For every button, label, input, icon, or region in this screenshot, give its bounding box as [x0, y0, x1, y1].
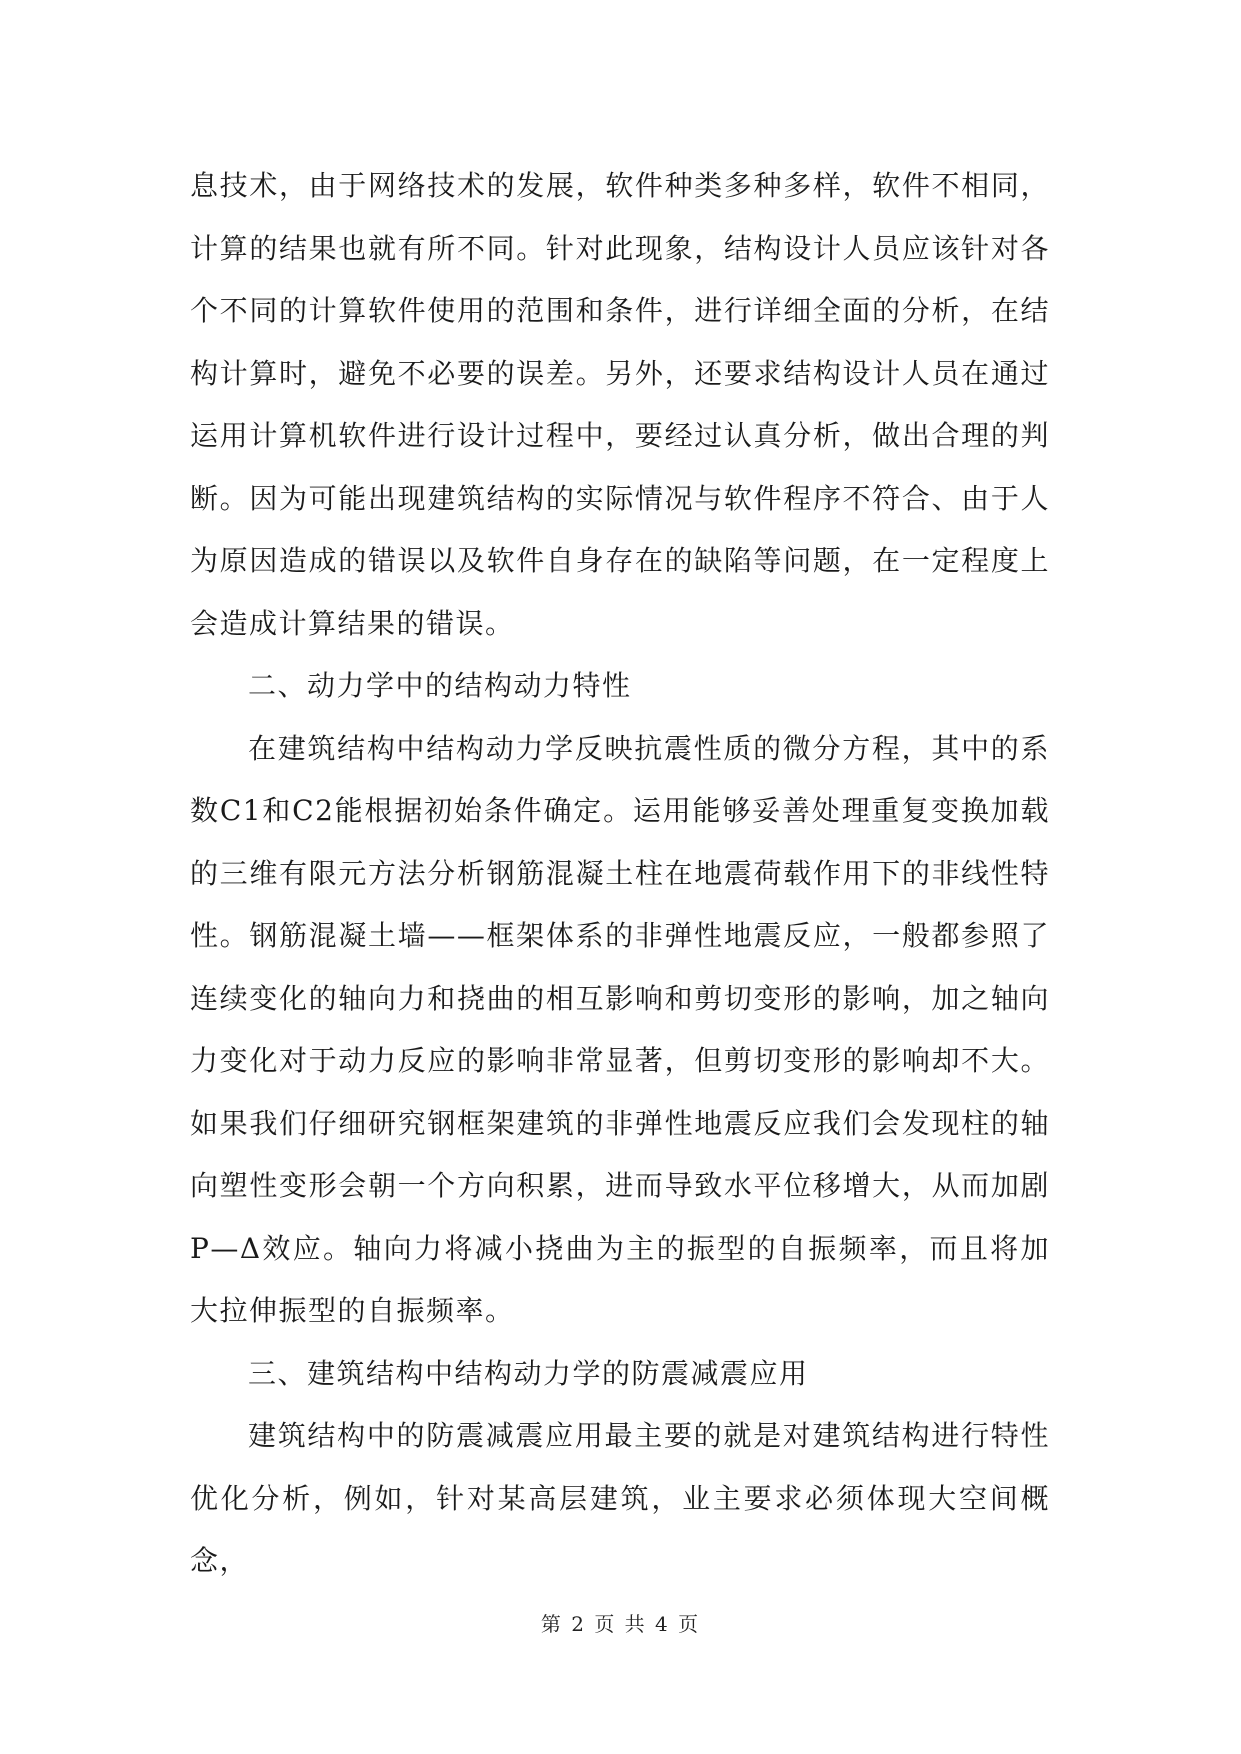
paragraph-structural-dynamics: 在建筑结构中结构动力学反映抗震性质的微分方程，其中的系数C1和C2能根据初始条件确定。运用能够妥善处理重复变换加载的三维有限元方法分析钢筋混凝土柱在地震荷载作用下的非线性特性。钢筋混凝土墙——框架体系的非弹性地震反应，一般都参照了连续变化的轴向力和挠曲的相互影响和剪切变形的影响，加之轴向力变化对于动力反应的影响非常显著，但剪切变形的影响却不大。如果我们仔细研究钢框架建筑的非弹性地震反应我们会发现柱的轴向塑性变形会朝一个方向积累，进而导致水平位移增大，从而加剧P—Δ效应。轴向力将减小挠曲为主的振型的自振频率，而且将加大拉伸振型的自振频率。 [190, 731, 1050, 1327]
section-heading-3: 三、建筑结构中结构动力学的防震减震应用 [248, 1356, 809, 1390]
paragraph-continuation: 息技术，由于网络技术的发展，软件种类多种多样，软件不相同，计算的结果也就有所不同。针对此现象，结构设计人员应该针对各个不同的计算软件使用的范围和条件，进行详细全面的分析，在结构计算时，避免不必要的误差。另外，还要求结构设计人员在通过运用计算机软件进行设计过程中，要经过认真分析，做出合理的判断。因为可能出现建筑结构的实际情况与软件程序不符合、由于人为原因造成的错误以及软件自身存在的缺陷等问题，在一定程度上会造成计算结果的错误。 [190, 169, 1050, 640]
document-body [190, 155, 1050, 1593]
paragraph-seismic-application: 建筑结构中的防震减震应用最主要的就是对建筑结构进行特性优化分析，例如，针对某高层建筑，业主要求必须体现大空间概念， [190, 1419, 1050, 1577]
section-heading-2: 二、动力学中的结构动力特性 [248, 669, 632, 702]
page-number-footer: 第 2 页 共 4 页 [540, 1612, 701, 1636]
